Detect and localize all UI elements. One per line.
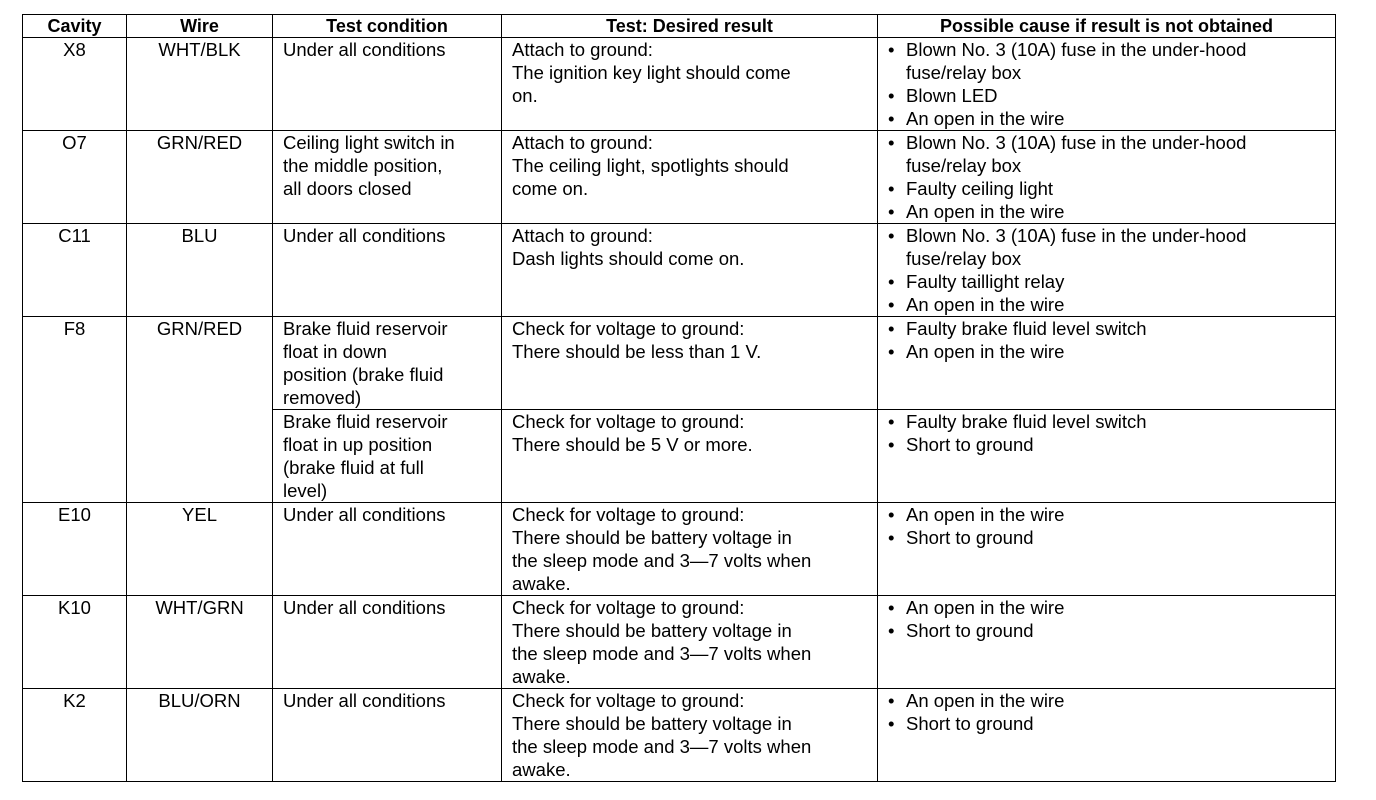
condition-line: Under all conditions xyxy=(283,597,446,618)
result-line: the sleep mode and 3—7 volts when xyxy=(512,736,812,757)
condition-cell xyxy=(273,689,502,782)
header-test-condition: Test condition xyxy=(273,15,502,38)
header-wire: Wire xyxy=(127,15,273,38)
wire-cell: WHT/GRN xyxy=(127,596,273,689)
result-line: Check for voltage to ground: xyxy=(512,318,745,339)
cause-cell xyxy=(878,131,1336,224)
cause-item: • Short to ground xyxy=(888,526,1325,549)
condition-line: all doors closed xyxy=(283,178,412,199)
condition-cell xyxy=(273,131,502,224)
condition-line: Under all conditions xyxy=(283,225,446,246)
header-possible-cause: Possible cause if result is not obtained xyxy=(878,15,1336,38)
cavity-cell: K2 xyxy=(23,689,127,782)
cause-list xyxy=(888,689,1325,735)
condition-line: Under all conditions xyxy=(283,504,446,525)
condition-cell xyxy=(273,410,502,503)
table-row xyxy=(23,38,1336,131)
cause-item: • An open in the wire xyxy=(888,503,1325,526)
result-line: Attach to ground: xyxy=(512,225,653,246)
cause-item: • Short to ground xyxy=(888,619,1325,642)
header-desired-result: Test: Desired result xyxy=(502,15,878,38)
table-row xyxy=(23,596,1336,689)
wire-cell: BLU xyxy=(127,224,273,317)
condition-line: level) xyxy=(283,480,328,501)
cause-item: • An open in the wire xyxy=(888,340,1325,363)
result-line: There should be battery voltage in xyxy=(512,713,792,734)
cause-list xyxy=(888,317,1325,363)
result-cell xyxy=(502,689,878,782)
cause-cell xyxy=(878,503,1336,596)
result-line: come on. xyxy=(512,178,589,199)
condition-line: Brake fluid reservoir xyxy=(283,318,448,339)
cause-list xyxy=(888,38,1325,130)
table-row xyxy=(23,503,1336,596)
condition-cell xyxy=(273,38,502,131)
result-line: There should be less than 1 V. xyxy=(512,341,762,362)
result-line: Check for voltage to ground: xyxy=(512,411,745,432)
result-line: awake. xyxy=(512,573,571,594)
condition-cell xyxy=(273,596,502,689)
result-cell xyxy=(502,317,878,410)
result-line: There should be 5 V or more. xyxy=(512,434,753,455)
diagnostic-table xyxy=(22,14,1336,782)
result-cell xyxy=(502,131,878,224)
condition-line: Brake fluid reservoir xyxy=(283,411,448,432)
cause-list xyxy=(888,224,1325,316)
cause-item: • Short to ground xyxy=(888,433,1325,456)
result-cell xyxy=(502,596,878,689)
result-line: on. xyxy=(512,85,538,106)
cause-item: • An open in the wire xyxy=(888,293,1325,316)
cause-item: • Faulty ceiling light xyxy=(888,177,1325,200)
cause-cell xyxy=(878,410,1336,503)
cause-list xyxy=(888,596,1325,642)
cavity-cell: O7 xyxy=(23,131,127,224)
cause-item: • An open in the wire xyxy=(888,200,1325,223)
table-row xyxy=(23,689,1336,782)
result-line: Check for voltage to ground: xyxy=(512,597,745,618)
cause-list xyxy=(888,131,1325,223)
table-row xyxy=(23,131,1336,224)
result-line: awake. xyxy=(512,759,571,780)
cause-item: • Faulty brake fluid level switch xyxy=(888,317,1325,340)
condition-line: position (brake fluid xyxy=(283,364,444,385)
cause-item: • Short to ground xyxy=(888,712,1325,735)
condition-cell xyxy=(273,503,502,596)
cavity-cell: K10 xyxy=(23,596,127,689)
result-cell xyxy=(502,38,878,131)
cause-item: • Faulty brake fluid level switch xyxy=(888,410,1325,433)
condition-line: the middle position, xyxy=(283,155,443,176)
table-row xyxy=(23,224,1336,317)
condition-line: (brake fluid at full xyxy=(283,457,424,478)
condition-cell xyxy=(273,224,502,317)
result-line: the sleep mode and 3—7 volts when xyxy=(512,643,812,664)
header-row xyxy=(23,15,1336,38)
cavity-cell: E10 xyxy=(23,503,127,596)
condition-line: removed) xyxy=(283,387,362,408)
condition-line: Under all conditions xyxy=(283,690,446,711)
wire-cell: GRN/RED xyxy=(127,131,273,224)
result-line: the sleep mode and 3—7 volts when xyxy=(512,550,812,571)
cause-cell xyxy=(878,317,1336,410)
cause-cell xyxy=(878,596,1336,689)
result-line: Check for voltage to ground: xyxy=(512,504,745,525)
result-cell xyxy=(502,503,878,596)
result-line: Attach to ground: xyxy=(512,39,653,60)
cause-cell xyxy=(878,224,1336,317)
condition-line: Ceiling light switch in xyxy=(283,132,455,153)
table-row xyxy=(23,317,1336,410)
cavity-cell: X8 xyxy=(23,38,127,131)
wire-cell: BLU/ORN xyxy=(127,689,273,782)
result-line: Dash lights should come on. xyxy=(512,248,745,269)
result-line: The ceiling light, spotlights should xyxy=(512,155,789,176)
cavity-cell: F8 xyxy=(23,317,127,503)
condition-line: Under all conditions xyxy=(283,39,446,60)
result-cell xyxy=(502,224,878,317)
wire-cell: YEL xyxy=(127,503,273,596)
result-line: Attach to ground: xyxy=(512,132,653,153)
cause-cell xyxy=(878,689,1336,782)
condition-line: float in up position xyxy=(283,434,433,455)
cause-item: • Blown No. 3 (10A) fuse in the under-hood fuse/relay box xyxy=(888,38,1325,84)
result-line: Check for voltage to ground: xyxy=(512,690,745,711)
cause-list xyxy=(888,410,1325,456)
result-line: There should be battery voltage in xyxy=(512,527,792,548)
cause-item: • An open in the wire xyxy=(888,596,1325,619)
result-line: awake. xyxy=(512,666,571,687)
condition-cell xyxy=(273,317,502,410)
cause-item: • Faulty taillight relay xyxy=(888,270,1325,293)
header-cavity: Cavity xyxy=(23,15,127,38)
cavity-cell: C11 xyxy=(23,224,127,317)
result-line: There should be battery voltage in xyxy=(512,620,792,641)
result-line: The ignition key light should come xyxy=(512,62,791,83)
cause-item: • Blown No. 3 (10A) fuse in the under-hood fuse/relay box xyxy=(888,224,1325,270)
condition-line: float in down xyxy=(283,341,387,362)
cause-item: • An open in the wire xyxy=(888,689,1325,712)
cause-list xyxy=(888,503,1325,549)
wire-cell: GRN/RED xyxy=(127,317,273,503)
cause-cell xyxy=(878,38,1336,131)
cause-item: • Blown No. 3 (10A) fuse in the under-hood fuse/relay box xyxy=(888,131,1325,177)
result-cell xyxy=(502,410,878,503)
cause-item: • Blown LED xyxy=(888,84,1325,107)
wire-cell: WHT/BLK xyxy=(127,38,273,131)
cause-item: • An open in the wire xyxy=(888,107,1325,130)
